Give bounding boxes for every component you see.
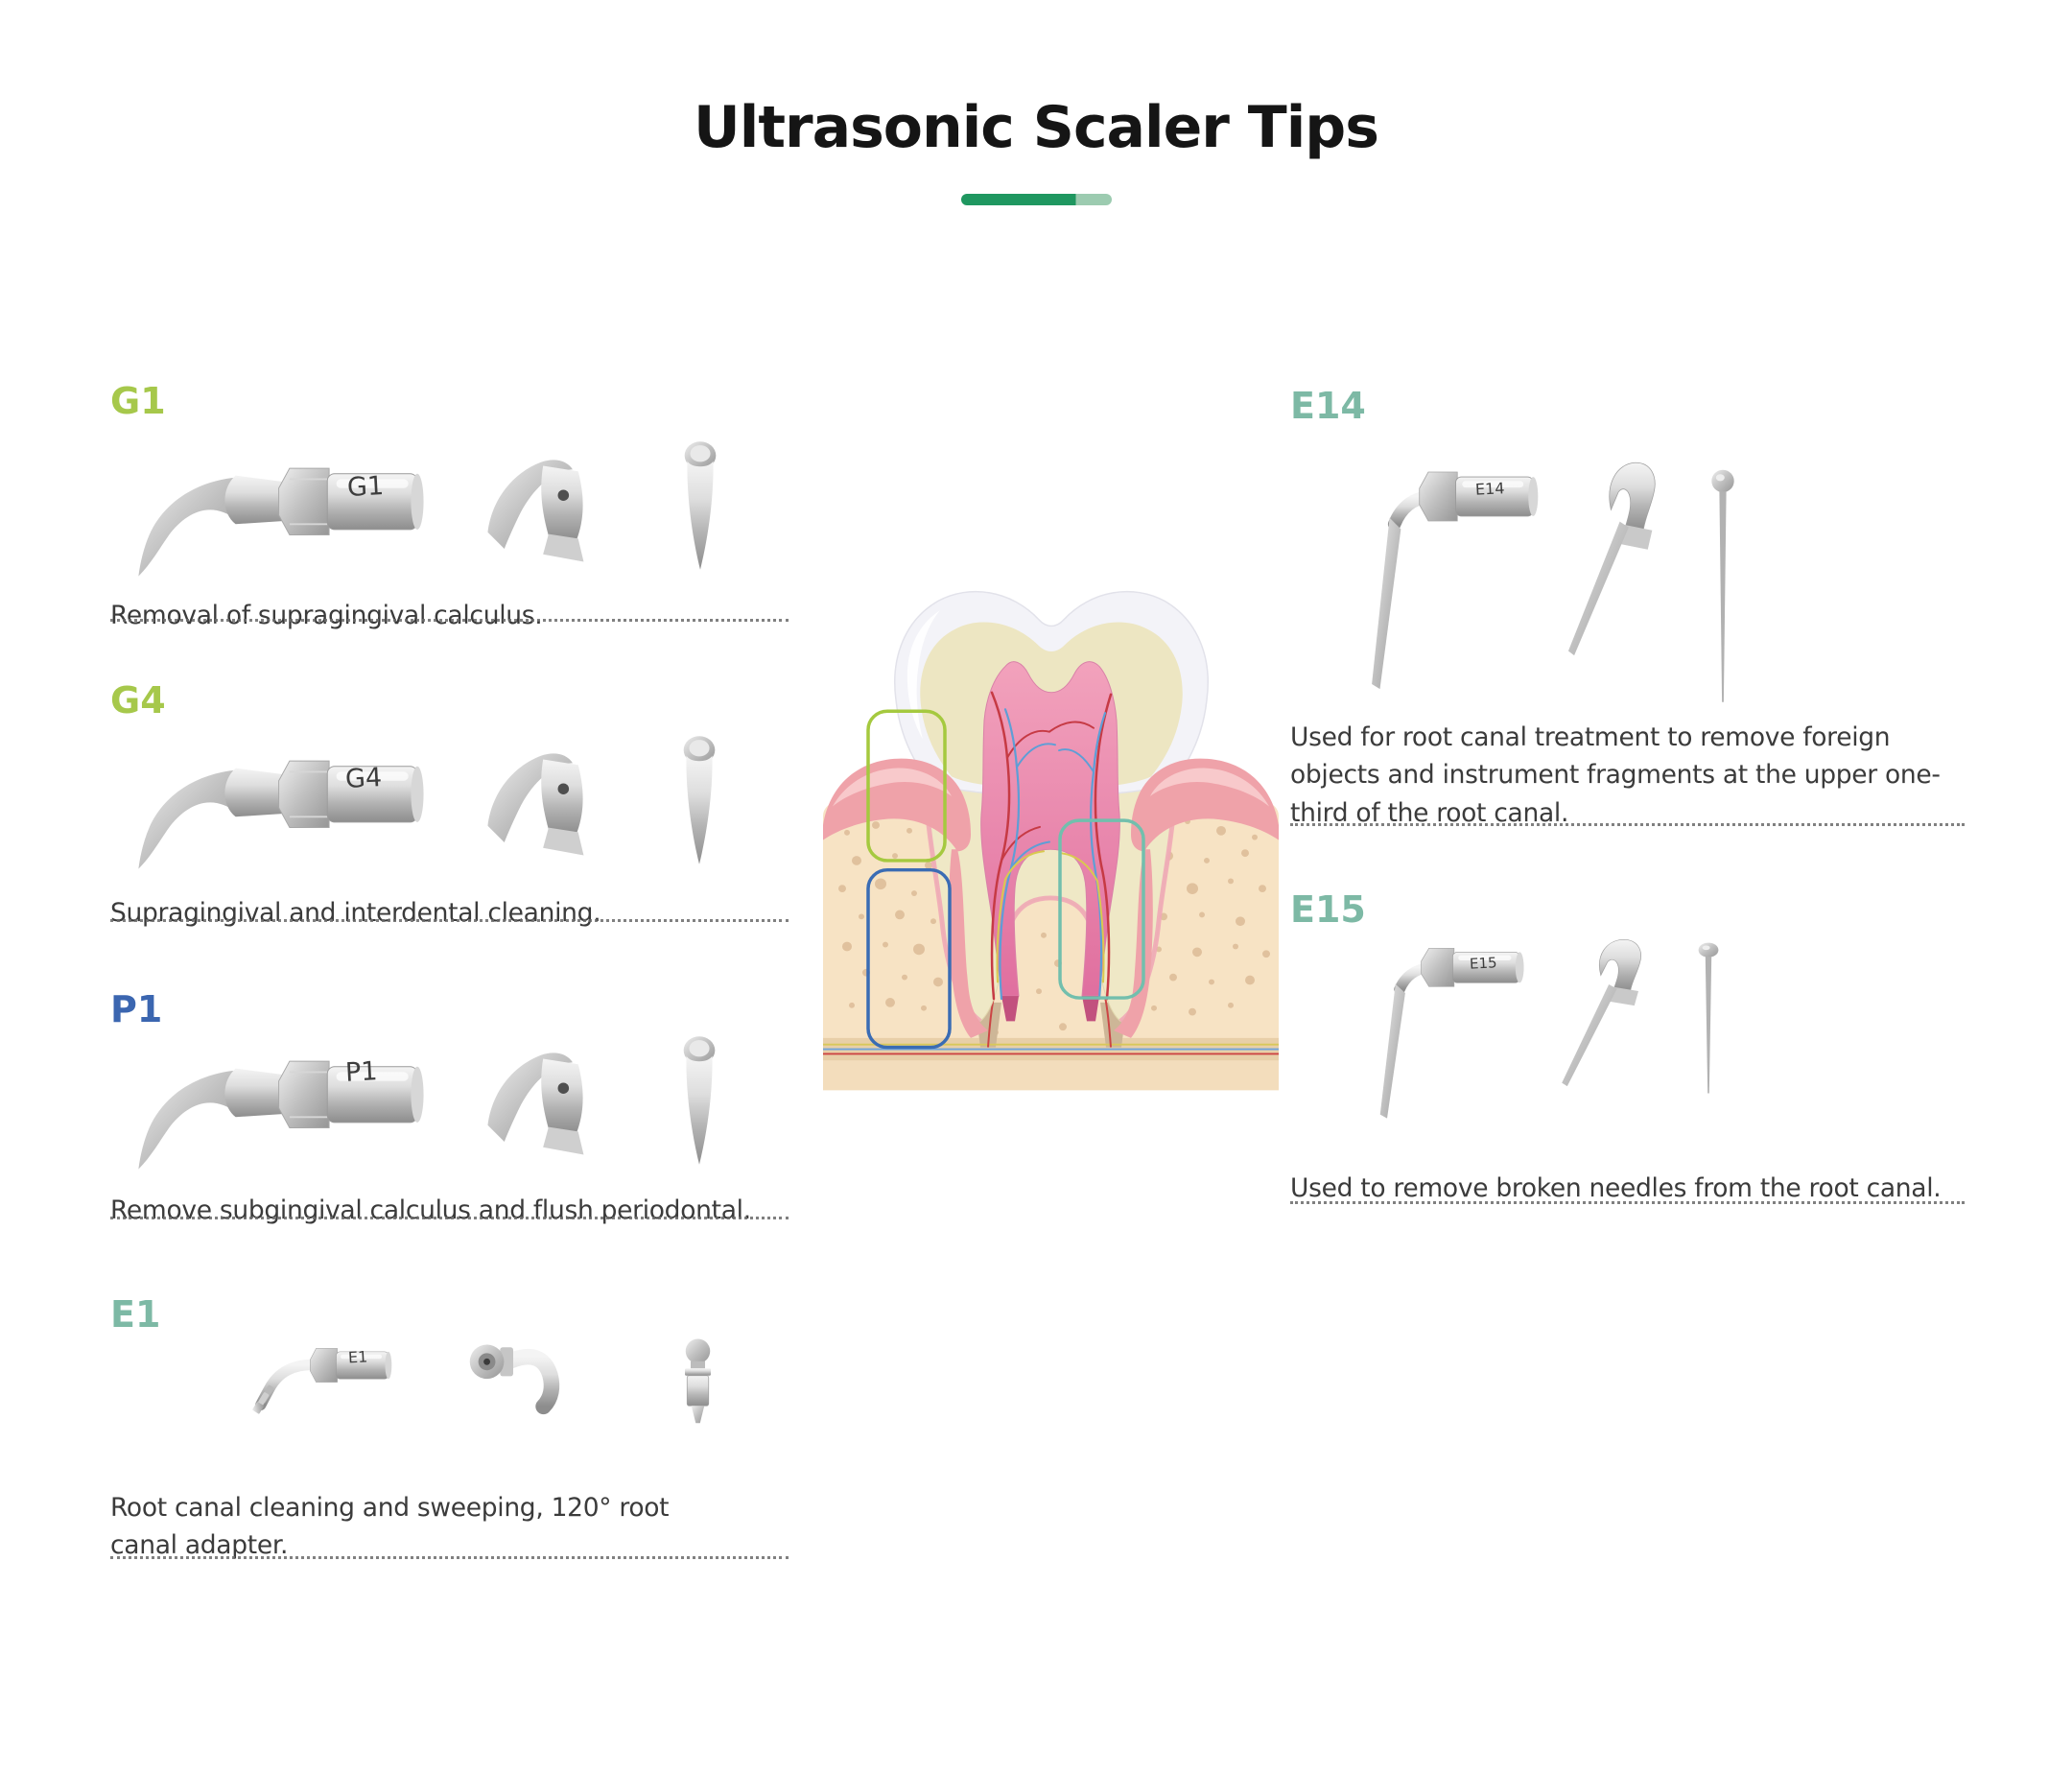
tip-side-image-e14 bbox=[1549, 451, 1660, 672]
page-title: Ultrasonic Scaler Tips bbox=[694, 94, 1378, 162]
tip-front-image-e15 bbox=[1693, 935, 1724, 1103]
tip-side-image-g1 bbox=[475, 443, 595, 582]
dotted-divider-e15 bbox=[1290, 1201, 1965, 1204]
section-label-e14: E14 bbox=[1290, 385, 1366, 427]
section-label-e15: E15 bbox=[1290, 888, 1366, 931]
section-label-p1: P1 bbox=[110, 988, 163, 1030]
tip-main-image-e15 bbox=[1372, 935, 1525, 1127]
tooth-cross-section-illustration bbox=[823, 580, 1279, 1103]
tip-description-e1: Root canal cleaning and sweeping, 120° root canal adapter. bbox=[110, 1492, 670, 1561]
tip-front-image-e1 bbox=[676, 1334, 719, 1428]
tip-description-g1: Removal of supragingival calculus. bbox=[110, 600, 543, 630]
tip-engraving-label-g1: G1 bbox=[346, 471, 385, 503]
tip-main-image-p1 bbox=[120, 1034, 427, 1178]
dotted-divider-e14 bbox=[1290, 823, 1965, 826]
tip-description-g4: Supragingival and interdental cleaning. bbox=[110, 897, 601, 928]
tip-engraving-label-e14: E14 bbox=[1474, 479, 1505, 499]
section-label-g1: G1 bbox=[110, 380, 166, 422]
tip-side-image-g4 bbox=[475, 737, 595, 876]
tip-side-image-p1 bbox=[475, 1036, 595, 1175]
tip-main-image-e1 bbox=[230, 1336, 393, 1418]
tip-description-e15: Used to remove broken needles from the root canal. bbox=[1290, 1172, 1942, 1203]
tip-engraving-label-p1: P1 bbox=[344, 1056, 379, 1088]
tip-engraving-label-e15: E15 bbox=[1469, 954, 1498, 973]
section-label-g4: G4 bbox=[110, 679, 166, 721]
tip-main-image-g4 bbox=[120, 734, 427, 878]
tip-main-image-g1 bbox=[120, 441, 427, 585]
dotted-divider-p1 bbox=[110, 1217, 789, 1219]
section-label-e1: E1 bbox=[110, 1293, 161, 1336]
tip-engraving-label-g4: G4 bbox=[344, 763, 383, 794]
dotted-divider-e1 bbox=[110, 1556, 789, 1559]
tip-description-e14: Used for root canal treatment to remove foreign objects and instrument fragments at the upper one-third of the root canal. bbox=[1290, 721, 1941, 828]
dotted-divider-g4 bbox=[110, 919, 789, 922]
tip-front-image-g4 bbox=[676, 731, 722, 870]
tip-side-image-e1 bbox=[460, 1329, 566, 1421]
tip-main-image-e14 bbox=[1362, 456, 1540, 700]
tip-front-image-p1 bbox=[676, 1031, 722, 1171]
tip-description-p1: Remove subgingival calculus and flush periodontal. bbox=[110, 1194, 751, 1225]
title-accent-bar bbox=[961, 194, 1112, 205]
tip-side-image-e15 bbox=[1544, 931, 1645, 1099]
tip-front-image-e14 bbox=[1706, 459, 1740, 718]
dotted-divider-g1 bbox=[110, 619, 789, 622]
tip-front-image-g1 bbox=[677, 437, 723, 576]
tip-engraving-label-e1: E1 bbox=[347, 1347, 368, 1367]
